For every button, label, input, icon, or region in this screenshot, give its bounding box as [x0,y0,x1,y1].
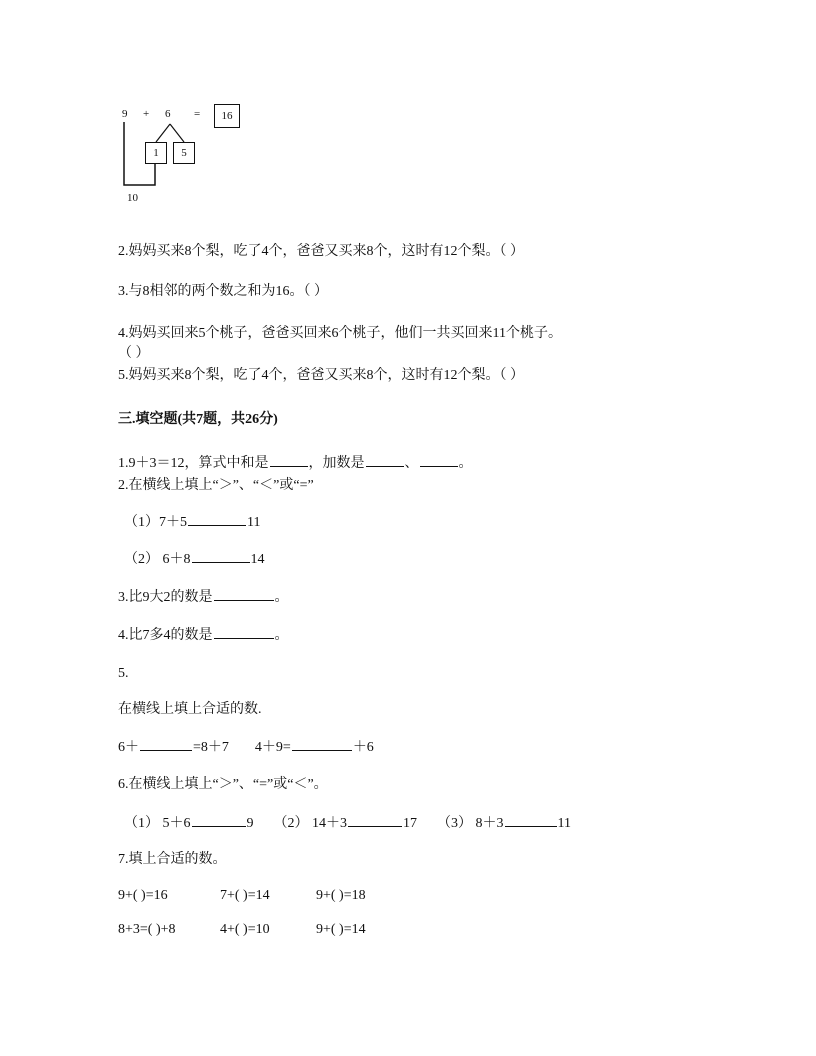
fill-q6-1-right: 9 [246,816,254,831]
fill-q7-r1-item1: 9+( )=16 [118,888,168,903]
fill-q7-r2-item3: 9+( )=14 [316,922,366,937]
fill-q2-1-left: （1）7＋5 [124,515,187,530]
diagram-ten: 10 [127,192,138,204]
diagram-plus: + [143,108,150,120]
fill-q1-text-a: 1.9＋3＝12，算式中和是 [118,456,269,471]
fill-q6: 6.在横线上填上“＞”、“=”或“＜”。 [118,777,328,792]
fill-q1-text-c: 、 [404,456,419,471]
diagram-result-box: 16 [214,104,240,128]
fill-q6-3-left: （3） 8＋3 [437,816,504,831]
fill-q2: 2.在横线上填上“＞”、“＜”或“=” [118,478,314,493]
fill-q4 [118,627,289,645]
fill-q1-blank-addend2[interactable] [420,465,458,467]
fill-q2-2-right: 14 [250,552,265,567]
fill-q7-r1-item3: 9+( )=18 [316,888,366,903]
judge-item-3: 3.与8相邻的两个数之和为16。（ ） [118,284,328,299]
fill-q6-3-right: 11 [557,816,571,831]
fill-q5-eq2-right: ＋6 [352,740,374,755]
fill-q2-2-blank[interactable] [192,561,250,563]
fill-q3-end: 。 [274,590,289,605]
fill-q5-eq2-left: 4＋9= [254,740,291,755]
fill-q2-2-left: （2） 6＋8 [124,552,191,567]
diagram-num-b: 6 [165,108,171,120]
fill-q6-parts [124,815,571,833]
fill-q5-eq2-blank[interactable] [292,749,352,751]
fill-q7: 7.填上合适的数。 [118,852,227,867]
fill-q3-blank[interactable] [214,599,274,601]
fill-q3 [118,589,289,607]
fill-q2-2 [124,551,265,569]
fill-q7-row2 [118,921,366,939]
fill-q2-1-blank[interactable] [188,524,246,526]
fill-q4-blank[interactable] [214,637,274,639]
fill-q5-eq1-blank[interactable] [140,749,192,751]
fill-q7-r1-item2: 7+( )=14 [220,888,270,903]
diagram-split-left-box: 1 [145,142,167,164]
fill-q2-1-right: 11 [247,515,261,530]
fill-q5-number: 5. [118,666,129,681]
section-title: 三.填空题(共7题，共26分) [118,412,278,427]
fill-q6-1-blank[interactable] [192,825,246,827]
fill-q2-1 [124,514,260,532]
diagram-equals: = [194,108,201,120]
diagram-split-right-box: 5 [173,142,195,164]
fill-q4-text: 4.比7多4的数是 [118,628,213,643]
fill-q7-row1 [118,887,366,905]
diagram-num-a: 9 [122,108,128,120]
fill-q6-2-left: （2） 14＋3 [273,816,347,831]
judge-item-4: 4.妈妈买回来5个桃子，爸爸买回来6个桃子，他们一共买回来11个桃子。 [118,326,562,341]
fill-q1-text-b: ，加数是 [308,456,365,471]
fill-q5-instruction: 在横线上填上合适的数. [118,702,262,717]
fill-q1-blank-sum[interactable] [270,465,308,467]
judge-item-4-paren: （ ） [118,346,150,361]
fill-q1-blank-addend1[interactable] [366,465,404,467]
fill-q6-2-blank[interactable] [348,825,402,827]
fill-q6-2-right: 17 [403,816,417,831]
judge-item-5: 5.妈妈买来8个梨，吃了4个，爸爸又买来8个，这时有12个梨。（ ） [118,368,524,383]
judge-item-2: 2.妈妈买来8个梨，吃了4个，爸爸又买来8个，这时有12个梨。（ ） [118,244,524,259]
fill-q5-eq1-left: 6＋ [118,740,139,755]
fill-q5-equations [118,739,374,757]
fill-q6-3-blank[interactable] [505,825,557,827]
fill-q1-text-d: 。 [458,456,473,471]
fill-q7-r2-item1: 8+3=( )+8 [118,922,176,937]
fill-q6-1-left: （1） 5＋6 [124,816,191,831]
fill-q3-text: 3.比9大2的数是 [118,590,213,605]
fill-q1 [118,455,473,473]
fill-q4-end: 。 [274,628,289,643]
fill-q5-eq1-right: =8＋7 [193,740,229,755]
fill-q7-r2-item2: 4+( )=10 [220,922,270,937]
